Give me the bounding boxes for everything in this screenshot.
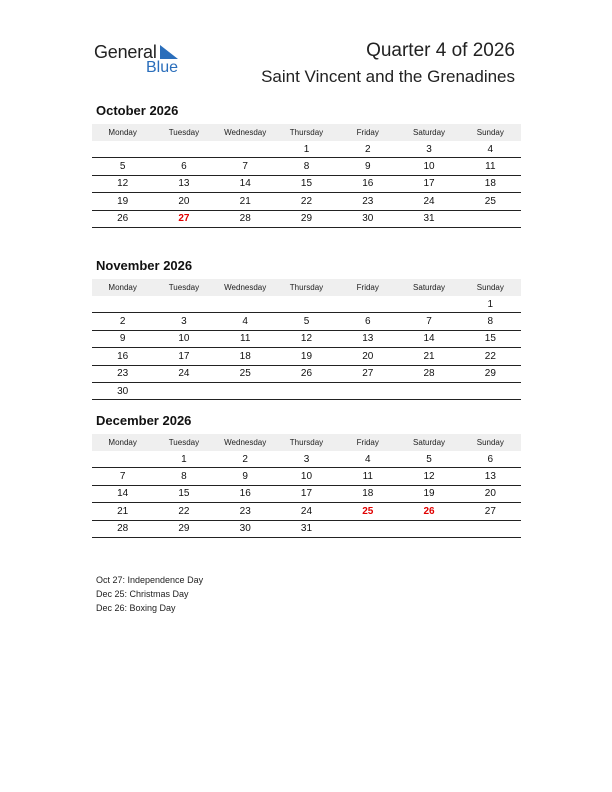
week-row bbox=[92, 383, 521, 400]
week-row bbox=[92, 158, 521, 175]
day-cell: 7 bbox=[242, 161, 248, 173]
day-cell: 23 bbox=[239, 505, 251, 517]
month-calendar-december bbox=[92, 412, 521, 538]
week-row bbox=[92, 176, 521, 193]
week-row bbox=[92, 468, 521, 485]
day-cell: 8 bbox=[303, 161, 310, 173]
day-cell: 13 bbox=[484, 471, 496, 483]
day-cell: 5 bbox=[426, 453, 432, 465]
day-cell: 21 bbox=[423, 350, 435, 362]
day-cell: 16 bbox=[362, 178, 374, 190]
day-cell: 4 bbox=[364, 453, 371, 465]
day-cell: 25 bbox=[484, 195, 496, 207]
day-cell: 25 bbox=[362, 505, 374, 517]
day-cell: 10 bbox=[423, 161, 435, 173]
day-cell: 12 bbox=[423, 471, 435, 483]
day-cell: 29 bbox=[484, 368, 496, 380]
day-cell: 3 bbox=[303, 453, 310, 465]
day-cell: 1 bbox=[487, 298, 494, 310]
day-cell: 24 bbox=[423, 195, 435, 207]
weekday-label: Thursday bbox=[289, 438, 324, 447]
day-cell: 12 bbox=[117, 178, 129, 190]
week-row bbox=[92, 451, 521, 468]
weekday-label: Monday bbox=[108, 438, 137, 447]
day-cell: 10 bbox=[300, 471, 313, 483]
day-cell: 17 bbox=[178, 350, 190, 362]
weekday-label: Wednesday bbox=[224, 438, 267, 447]
day-cell: 7 bbox=[426, 316, 432, 328]
day-cell: 30 bbox=[117, 385, 129, 397]
day-cell: 5 bbox=[303, 316, 310, 328]
holiday-notes bbox=[96, 573, 203, 615]
page-title: Quarter 4 of 2026 bbox=[366, 40, 515, 61]
day-cell: 30 bbox=[362, 213, 374, 225]
week-row bbox=[92, 521, 521, 538]
month-title: November 2026 bbox=[96, 258, 193, 273]
logo-triangle-icon bbox=[160, 45, 178, 59]
logo-word-general: General bbox=[94, 42, 157, 62]
day-cell: 26 bbox=[300, 368, 313, 380]
month-title: October 2026 bbox=[96, 103, 179, 118]
day-cell: 10 bbox=[178, 333, 190, 345]
week-row bbox=[92, 348, 521, 365]
day-cell: 17 bbox=[423, 178, 435, 190]
day-cell: 18 bbox=[484, 178, 496, 190]
week-row bbox=[92, 486, 521, 503]
weekday-header bbox=[92, 434, 521, 451]
weekday-label: Friday bbox=[356, 128, 379, 137]
day-cell: 31 bbox=[423, 213, 435, 225]
day-cell: 17 bbox=[300, 488, 313, 500]
day-cell: 9 bbox=[364, 161, 371, 173]
day-cell: 6 bbox=[364, 316, 371, 328]
weekday-label: Thursday bbox=[289, 128, 324, 137]
holiday-note: Oct 27: Independence Day bbox=[96, 575, 204, 585]
weekday-label: Sunday bbox=[476, 128, 504, 137]
day-cell: 15 bbox=[178, 488, 190, 500]
day-cell: 9 bbox=[242, 471, 248, 483]
day-cell: 2 bbox=[119, 316, 126, 328]
day-cell: 23 bbox=[117, 368, 129, 380]
weekday-label: Monday bbox=[108, 283, 137, 292]
day-cell: 12 bbox=[300, 333, 313, 345]
day-cell: 28 bbox=[239, 213, 251, 225]
week-row bbox=[92, 296, 521, 313]
day-cell: 6 bbox=[487, 453, 494, 465]
day-cell: 22 bbox=[484, 350, 496, 362]
day-cell: 1 bbox=[181, 453, 187, 465]
day-cell: 18 bbox=[239, 350, 251, 362]
day-cell: 27 bbox=[178, 213, 190, 225]
day-cell: 21 bbox=[239, 195, 251, 207]
day-cell: 3 bbox=[181, 316, 187, 328]
day-cell: 4 bbox=[242, 316, 248, 328]
day-cell: 11 bbox=[485, 161, 496, 173]
weekday-label: Saturday bbox=[413, 283, 446, 292]
day-cell: 24 bbox=[178, 368, 190, 380]
day-cell: 28 bbox=[117, 523, 129, 535]
day-cell: 9 bbox=[119, 333, 126, 345]
day-cell: 19 bbox=[300, 350, 313, 362]
day-cell: 13 bbox=[178, 178, 190, 190]
weekday-label: Monday bbox=[108, 128, 137, 137]
day-cell: 4 bbox=[487, 143, 494, 155]
day-cell: 26 bbox=[423, 505, 435, 517]
day-cell: 6 bbox=[181, 161, 187, 173]
day-cell: 16 bbox=[239, 488, 251, 500]
weekday-label: Sunday bbox=[476, 438, 504, 447]
day-cell: 23 bbox=[362, 195, 374, 207]
generalblue-logo bbox=[94, 40, 194, 80]
day-cell: 2 bbox=[242, 453, 248, 465]
day-cell: 30 bbox=[239, 523, 251, 535]
day-cell: 13 bbox=[362, 333, 374, 345]
holiday-note: Dec 25: Christmas Day bbox=[96, 589, 189, 599]
day-cell: 19 bbox=[117, 195, 129, 207]
day-cell: 29 bbox=[300, 213, 313, 225]
day-cell: 27 bbox=[362, 368, 374, 380]
month-calendar-november bbox=[92, 257, 521, 400]
month-calendar-october bbox=[92, 102, 521, 228]
week-row bbox=[92, 313, 521, 330]
month-title: December 2026 bbox=[96, 413, 192, 428]
day-cell: 14 bbox=[117, 488, 129, 500]
day-cell: 31 bbox=[300, 523, 313, 535]
weekday-label: Tuesday bbox=[168, 438, 200, 447]
day-cell: 18 bbox=[362, 488, 374, 500]
day-cell: 22 bbox=[300, 195, 313, 207]
day-cell: 29 bbox=[178, 523, 190, 535]
page-subtitle: Saint Vincent and the Grenadines bbox=[261, 67, 515, 86]
weekday-header bbox=[92, 279, 521, 296]
weekday-label: Tuesday bbox=[168, 128, 200, 137]
day-cell: 11 bbox=[240, 333, 251, 345]
weekday-label: Friday bbox=[356, 283, 379, 292]
day-cell: 26 bbox=[117, 213, 129, 225]
holiday-note: Dec 26: Boxing Day bbox=[96, 603, 176, 613]
weekday-label: Friday bbox=[356, 438, 379, 447]
weekday-label: Saturday bbox=[413, 438, 446, 447]
day-cell: 8 bbox=[487, 316, 494, 328]
day-cell: 21 bbox=[117, 505, 129, 517]
week-row bbox=[92, 193, 521, 210]
day-cell: 20 bbox=[484, 488, 496, 500]
day-cell: 16 bbox=[117, 350, 129, 362]
day-cell: 14 bbox=[423, 333, 435, 345]
day-cell: 15 bbox=[484, 333, 496, 345]
day-cell: 27 bbox=[484, 505, 496, 517]
weekday-label: Saturday bbox=[413, 128, 446, 137]
day-cell: 7 bbox=[119, 471, 126, 483]
day-cell: 24 bbox=[300, 505, 313, 517]
day-cell: 11 bbox=[362, 471, 373, 483]
weekday-label: Wednesday bbox=[224, 128, 267, 137]
day-cell: 28 bbox=[423, 368, 435, 380]
week-row bbox=[92, 366, 521, 383]
week-row bbox=[92, 331, 521, 348]
day-cell: 2 bbox=[364, 143, 371, 155]
day-cell: 19 bbox=[423, 488, 435, 500]
day-cell: 8 bbox=[181, 471, 187, 483]
weekday-label: Wednesday bbox=[224, 283, 267, 292]
day-cell: 3 bbox=[426, 143, 432, 155]
day-cell: 1 bbox=[303, 143, 310, 155]
day-cell: 25 bbox=[239, 368, 251, 380]
weekday-label: Sunday bbox=[476, 283, 504, 292]
week-row bbox=[92, 503, 521, 520]
weekday-header bbox=[92, 124, 521, 141]
day-cell: 20 bbox=[178, 195, 190, 207]
weekday-label: Thursday bbox=[289, 283, 324, 292]
week-row bbox=[92, 211, 521, 228]
logo-word-blue: Blue bbox=[146, 59, 179, 76]
day-cell: 20 bbox=[362, 350, 374, 362]
day-cell: 14 bbox=[239, 178, 251, 190]
day-cell: 5 bbox=[119, 161, 126, 173]
week-row bbox=[92, 141, 521, 158]
weekday-label: Tuesday bbox=[168, 283, 200, 292]
day-cell: 22 bbox=[178, 505, 190, 517]
day-cell: 15 bbox=[300, 178, 313, 190]
